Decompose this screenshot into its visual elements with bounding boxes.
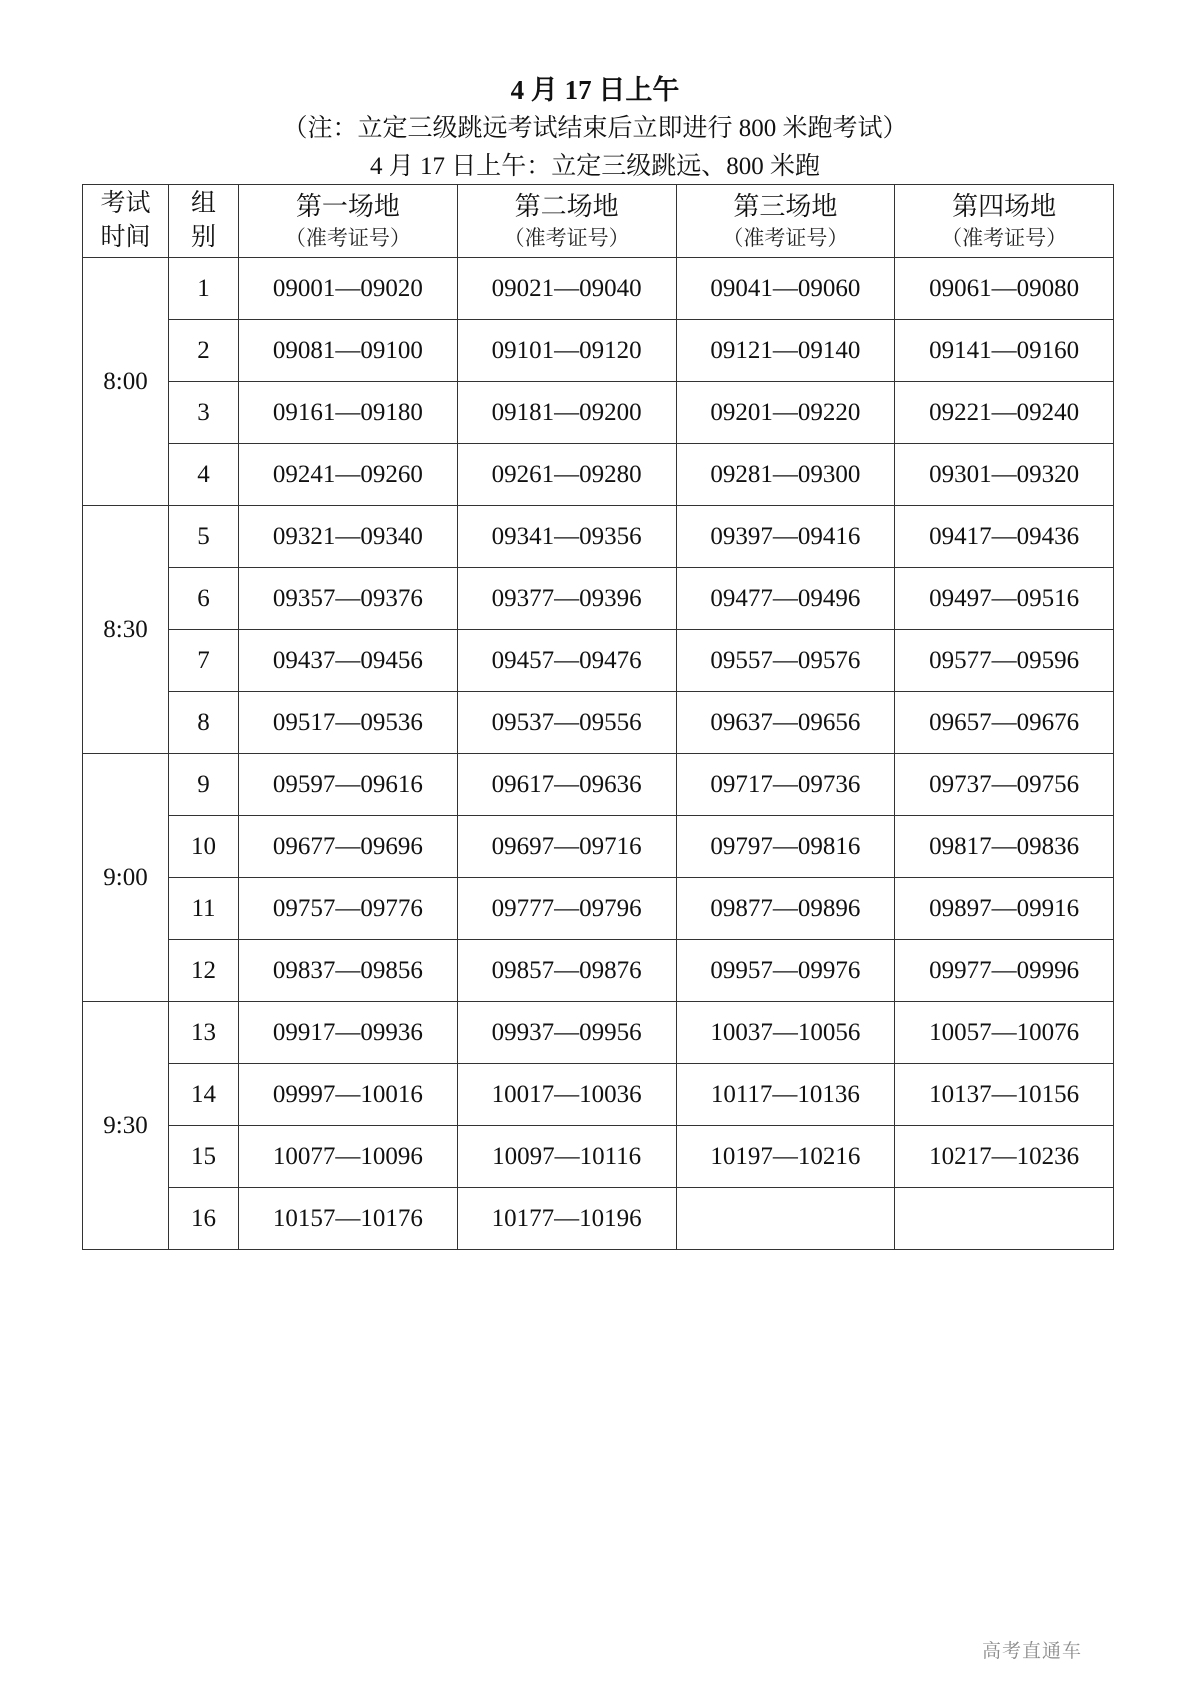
- group-number: 9: [169, 754, 239, 816]
- site-2-range: 10097—10116: [457, 1126, 676, 1188]
- site-2-range: 10177—10196: [457, 1188, 676, 1250]
- site-4-range: 09497—09516: [895, 568, 1114, 630]
- site-1-range: 10077—10096: [239, 1126, 458, 1188]
- header-exam-time-line2: 时间: [100, 224, 151, 251]
- site-3-range: 10037—10056: [676, 1002, 895, 1064]
- site-3-range: 09557—09576: [676, 630, 895, 692]
- site-4-range: 10137—10156: [895, 1064, 1114, 1126]
- header-site-2-name: 第二场地: [514, 192, 619, 221]
- group-number: 13: [169, 1002, 239, 1064]
- site-3-range: 10197—10216: [676, 1126, 895, 1188]
- group-number: 16: [169, 1188, 239, 1250]
- header-group-line2: 别: [190, 224, 216, 251]
- table-row: [83, 630, 1114, 692]
- site-3-range: 09477—09496: [676, 568, 895, 630]
- site-2-range: 09341—09356: [457, 506, 676, 568]
- table-row: [83, 1064, 1114, 1126]
- table-row: [83, 506, 1114, 568]
- table-row: [83, 382, 1114, 444]
- site-3-range: 09797—09816: [676, 816, 895, 878]
- site-3-range: 09281—09300: [676, 444, 895, 506]
- site-3-range: 09637—09656: [676, 692, 895, 754]
- table-row: [83, 1188, 1114, 1250]
- table-row: [83, 444, 1114, 506]
- group-number: 7: [169, 630, 239, 692]
- site-1-range: 09357—09376: [239, 568, 458, 630]
- header-site-4-sub: （准考证号）: [941, 226, 1068, 250]
- site-4-range: 10057—10076: [895, 1002, 1114, 1064]
- table-row: [83, 320, 1114, 382]
- group-number: 4: [169, 444, 239, 506]
- header-site-4: [895, 185, 1114, 258]
- site-2-range: 09937—09956: [457, 1002, 676, 1064]
- exam-schedule-table: [82, 184, 1114, 1250]
- header-site-1: [239, 185, 458, 258]
- event-line: 4 月 17 日上午：立定三级跳远、800 米跑: [369, 153, 820, 180]
- group-number: 10: [169, 816, 239, 878]
- group-number: 12: [169, 940, 239, 1002]
- header-site-1-name: 第一场地: [295, 192, 400, 221]
- header-group-line1: 组: [190, 190, 216, 217]
- site-3-range: 09041—09060: [676, 258, 895, 320]
- group-number: 1: [169, 258, 239, 320]
- site-4-range: 09417—09436: [895, 506, 1114, 568]
- site-1-range: 09757—09776: [239, 878, 458, 940]
- site-2-range: 09537—09556: [457, 692, 676, 754]
- site-1-range: 09161—09180: [239, 382, 458, 444]
- header-exam-time: [83, 185, 169, 258]
- site-4-range: 09141—09160: [895, 320, 1114, 382]
- site-4-range: 09301—09320: [895, 444, 1114, 506]
- header-site-2: [457, 185, 676, 258]
- group-number: 3: [169, 382, 239, 444]
- header-site-3-sub: （准考证号）: [722, 226, 849, 250]
- site-4-range: 09897—09916: [895, 878, 1114, 940]
- site-1-range: 09677—09696: [239, 816, 458, 878]
- site-3-range: 09877—09896: [676, 878, 895, 940]
- site-2-range: 09617—09636: [457, 754, 676, 816]
- site-3-range: 09957—09976: [676, 940, 895, 1002]
- header-site-2-sub: （准考证号）: [503, 226, 630, 250]
- site-1-range: 09597—09616: [239, 754, 458, 816]
- site-1-range: 09241—09260: [239, 444, 458, 506]
- group-number: 2: [169, 320, 239, 382]
- site-2-range: 10017—10036: [457, 1064, 676, 1126]
- site-3-range: 10117—10136: [676, 1064, 895, 1126]
- table-row: [83, 692, 1114, 754]
- site-1-range: 09517—09536: [239, 692, 458, 754]
- group-number: 5: [169, 506, 239, 568]
- site-2-range: 09181—09200: [457, 382, 676, 444]
- site-4-range: 09061—09080: [895, 258, 1114, 320]
- group-number: 14: [169, 1064, 239, 1126]
- site-4-range: 10217—10236: [895, 1126, 1114, 1188]
- site-4-range-empty: [895, 1188, 1114, 1250]
- table-row: [83, 878, 1114, 940]
- site-1-range: 10157—10176: [239, 1188, 458, 1250]
- document-note: （注：立定三级跳远考试结束后立即进行 800 米跑考试）: [282, 115, 908, 142]
- site-1-range: 09321—09340: [239, 506, 458, 568]
- site-3-range: 09201—09220: [676, 382, 895, 444]
- site-2-range: 09261—09280: [457, 444, 676, 506]
- site-1-range: 09001—09020: [239, 258, 458, 320]
- header-site-3-name: 第三场地: [733, 192, 838, 221]
- site-2-range: 09021—09040: [457, 258, 676, 320]
- table-row: [83, 816, 1114, 878]
- site-2-range: 09101—09120: [457, 320, 676, 382]
- group-number: 15: [169, 1126, 239, 1188]
- time-slot-cell: 8:30: [83, 506, 169, 754]
- site-1-range: 09997—10016: [239, 1064, 458, 1126]
- header-site-3: [676, 185, 895, 258]
- site-3-range: 09397—09416: [676, 506, 895, 568]
- time-slot-cell: 9:30: [83, 1002, 169, 1250]
- document-title: 4 月 17 日上午: [510, 75, 680, 105]
- site-4-range: 09977—09996: [895, 940, 1114, 1002]
- table-row: [83, 940, 1114, 1002]
- site-1-range: 09437—09456: [239, 630, 458, 692]
- site-2-range: 09697—09716: [457, 816, 676, 878]
- site-1-range: 09837—09856: [239, 940, 458, 1002]
- site-4-range: 09817—09836: [895, 816, 1114, 878]
- group-number: 6: [169, 568, 239, 630]
- table-row: [83, 258, 1114, 320]
- site-4-range: 09737—09756: [895, 754, 1114, 816]
- site-4-range: 09577—09596: [895, 630, 1114, 692]
- group-number: 11: [169, 878, 239, 940]
- site-1-range: 09081—09100: [239, 320, 458, 382]
- site-3-range: 09121—09140: [676, 320, 895, 382]
- time-slot-cell: 9:00: [83, 754, 169, 1002]
- site-4-range: 09657—09676: [895, 692, 1114, 754]
- watermark: 高考直通车: [981, 1640, 1082, 1662]
- site-4-range: 09221—09240: [895, 382, 1114, 444]
- header-site-1-sub: （准考证号）: [284, 226, 411, 250]
- site-3-range-empty: [676, 1188, 895, 1250]
- header-group: [169, 185, 239, 258]
- site-2-range: 09457—09476: [457, 630, 676, 692]
- site-1-range: 09917—09936: [239, 1002, 458, 1064]
- table-row: [83, 1126, 1114, 1188]
- table-row: [83, 568, 1114, 630]
- header-exam-time-line1: 考试: [100, 190, 151, 217]
- time-slot-cell: 8:00: [83, 258, 169, 506]
- site-2-range: 09857—09876: [457, 940, 676, 1002]
- group-number: 8: [169, 692, 239, 754]
- table-header-row: [83, 185, 1114, 258]
- site-3-range: 09717—09736: [676, 754, 895, 816]
- header-site-4-name: 第四场地: [952, 192, 1057, 221]
- site-2-range: 09777—09796: [457, 878, 676, 940]
- table-row: [83, 754, 1114, 816]
- site-2-range: 09377—09396: [457, 568, 676, 630]
- table-row: [83, 1002, 1114, 1064]
